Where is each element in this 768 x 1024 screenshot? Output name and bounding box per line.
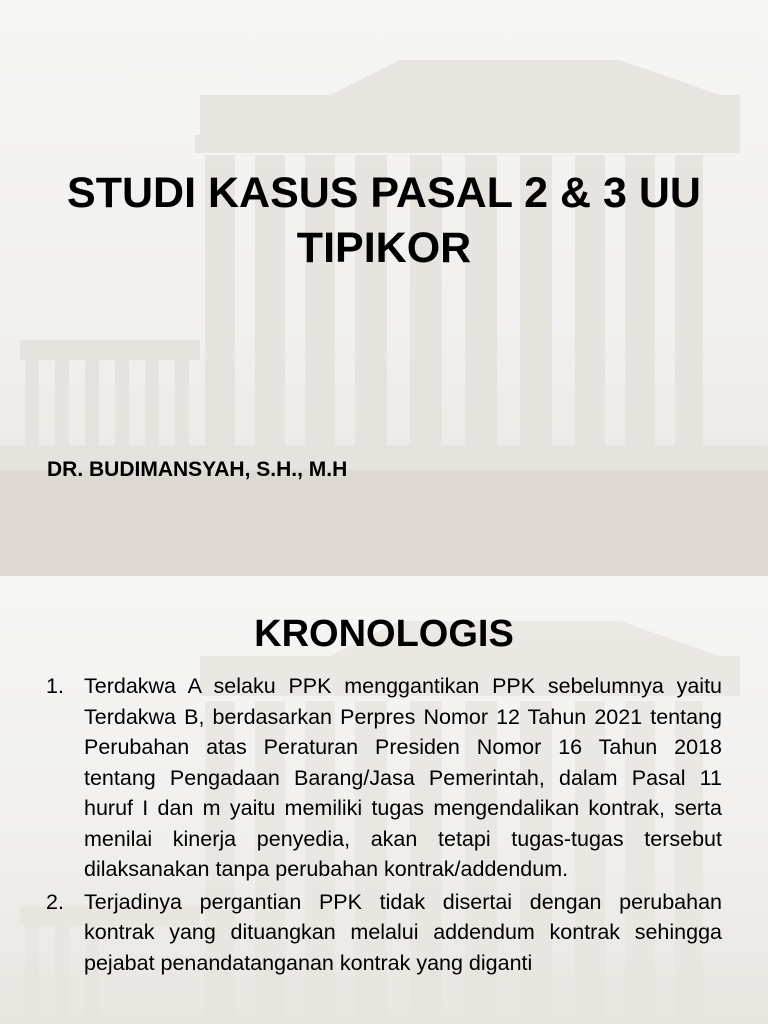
list-item-text: Terdakwa A selaku PPK menggantikan PPK sebelumnya yaitu Terdakwa B, berdasarkan Perpres Nomor 12 Tahun 2021 tentang Perubahan atas Peraturan Presiden Nomor 16 Tahun 2018 tentang Pengadaan Barang/Jasa Pemerintah, dalam Pasal 11 huruf I dan m yaitu memiliki tugas mengendalikan kontrak, serta menilai kinerja penyedia, akan tetapi tugas-tugas tersebut dilaksanakan tanpa perubahan kontrak/addendum.: [84, 674, 722, 881]
list-item-text: Terjadinya pergantian PPK tidak disertai dengan perubahan kontrak yang dituangkan melalui addendum kontrak sehingga pejabat penandatanganan kontrak yang diganti: [84, 889, 722, 975]
list-item: [46, 887, 722, 979]
list-item-number: 2.: [46, 889, 64, 914]
list-item: [46, 671, 722, 885]
presentation-title: STUDI KASUS PASAL 2 & 3 UU TIPIKOR: [67, 169, 701, 272]
section-heading: KRONOLOGIS: [254, 613, 514, 655]
chronology-list: [46, 671, 722, 978]
kronologis-slide: [0, 576, 768, 1024]
author-name: DR. BUDIMANSYAH, S.H., M.H: [47, 458, 348, 481]
list-item-number: 1.: [46, 674, 64, 698]
